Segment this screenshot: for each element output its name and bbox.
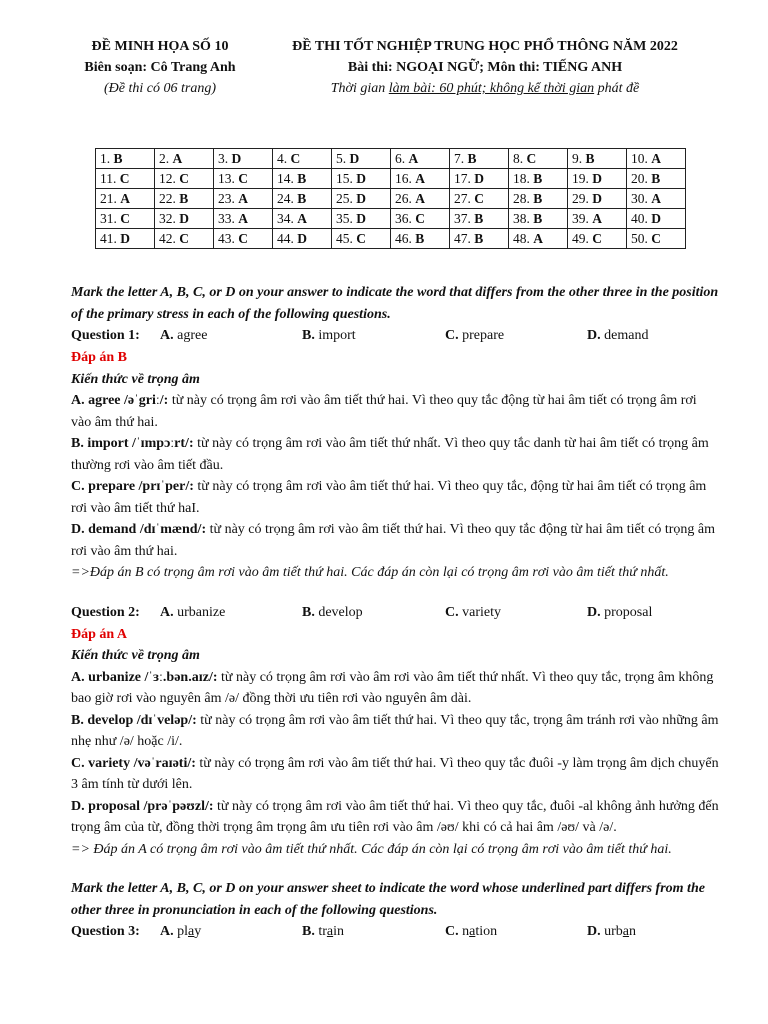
answer-key-table [95, 148, 686, 249]
answer-cell: 12. C [155, 169, 214, 189]
answer-cell: 33. A [214, 209, 273, 229]
answer-cell: 39. A [568, 209, 627, 229]
page-count-note: (Đề thi có 06 trang) [104, 81, 216, 96]
question-label: Question 3: [71, 924, 140, 939]
answer-cell: 17. D [450, 169, 509, 189]
explanation-2c: C. variety /vəˈraɪəti/: từ này có trọng âm rơi vào âm tiết thứ hai. Vì theo quy tắc đuôi -y làm trọng âm dịch chuyển 3 âm tính từ dưới lên. [71, 755, 719, 792]
answer-cell: 18. B [509, 169, 568, 189]
answer-cell: 46. B [391, 229, 450, 249]
answer-cell: 32. D [155, 209, 214, 229]
option-c: C. prepare [445, 328, 505, 343]
answer-cell: 6. A [391, 149, 450, 169]
answer-cell: 19. D [568, 169, 627, 189]
answer-cell: 47. B [450, 229, 509, 249]
answer-row [96, 229, 686, 249]
answer-cell: 42. C [155, 229, 214, 249]
question-3 [71, 921, 719, 943]
answer-cell: 13. C [214, 169, 273, 189]
exam-subject: Bài thi: NGOẠI NGỮ; Môn thi: TIẾNG ANH [347, 60, 623, 75]
answer-cell: 40. D [627, 209, 686, 229]
explanation-1a: A. agree /əˈgriː/: từ này có trọng âm rơi vào âm tiết thứ hai. Vì theo quy tắc động từ hai âm tiết có trọng âm rơi vào âm thứ hai. [71, 393, 697, 430]
answer-cell: 30. A [627, 189, 686, 209]
answer-cell: 24. B [273, 189, 332, 209]
question-label: Question 2: [71, 604, 140, 620]
answer-cell: 43. C [214, 229, 273, 249]
answer-cell: 36. C [391, 209, 450, 229]
explanation-2a: A. urbanize /ˈɜː.bən.aɪz/: từ này có trọng âm rơi vào âm rơi vào âm tiết thứ nhất. Vì theo quy tắc, trọng âm không bao giờ rơi vào nguyên âm /ə/ đồng thời ưu tiên rơi vào nguyên âm dài. [71, 669, 714, 706]
answer-2: Đáp án A [71, 626, 128, 642]
answer-cell: 11. C [96, 169, 155, 189]
answer-cell: 5. D [332, 149, 391, 169]
conclusion-1: =>Đáp án B có trọng âm rơi vào âm tiết thứ hai. Các đáp án còn lại có trọng âm rơi vào âm tiết thứ nhất. [71, 565, 669, 580]
option-b: B. train [302, 924, 345, 939]
answer-row [96, 169, 686, 189]
answer-cell: 10. A [627, 149, 686, 169]
header-left [60, 36, 260, 99]
option-a: A. play [160, 924, 202, 939]
answer-cell: 23. A [214, 189, 273, 209]
header-right [250, 36, 720, 99]
answer-cell: 3. D [214, 149, 273, 169]
answer-row [96, 209, 686, 229]
option-d: D. urban [587, 924, 637, 939]
topic-2: Kiến thức về trọng âm [71, 648, 200, 663]
author: Biên soạn: Cô Trang Anh [84, 60, 236, 75]
answer-cell: 28. B [509, 189, 568, 209]
answer-cell: 37. B [450, 209, 509, 229]
answer-cell: 27. C [450, 189, 509, 209]
answer-cell: 9. B [568, 149, 627, 169]
instruction-stress: Mark the letter A, B, C, or D on your answer to indicate the word that differs from the other three in the position of the primary stress in each of the following questions. [71, 285, 719, 322]
option-d: D. proposal [587, 604, 653, 620]
answer-cell: 45. C [332, 229, 391, 249]
answer-row [96, 149, 686, 169]
instruction-pronunciation: Mark the letter A, B, C, or D on your answer sheet to indicate the word whose underlined part differs from the other three in pronunciation in each of the following questions. [71, 881, 705, 918]
answer-cell: 1. B [96, 149, 155, 169]
explanation-2b: B. develop /dɪˈveləp/: từ này có trọng âm rơi vào âm tiết thứ hai. Vì theo quy tắc, trọng âm tránh rơi vào những âm nhẹ như /ə/ hoặc /i/. [71, 712, 719, 749]
question-2 [71, 602, 719, 624]
question-1 [71, 325, 719, 347]
answer-cell: 25. D [332, 189, 391, 209]
exam-title: ĐỀ THI TỐT NGHIỆP TRUNG HỌC PHỔ THÔNG NĂM 2022 [292, 39, 678, 54]
answer-cell: 8. C [509, 149, 568, 169]
answer-cell: 48. A [509, 229, 568, 249]
explanations [71, 282, 719, 943]
option-d: D. demand [587, 328, 649, 343]
answer-cell: 4. C [273, 149, 332, 169]
explanation-1d: D. demand /dɪˈmænd/: từ này có trọng âm rơi vào âm tiết thứ hai. Vì theo quy tắc động từ hai âm tiết có trọng âm rơi vào âm thứ hai. [71, 522, 716, 559]
answer-cell: 26. A [391, 189, 450, 209]
option-c: C. variety [445, 604, 501, 620]
answer-cell: 50. C [627, 229, 686, 249]
explanation-1c: C. prepare /prɪˈper/: từ này có trọng âm rơi vào âm tiết thứ hai. Vì theo quy tắc, động từ hai âm tiết có trọng âm rơi vào âm tiết thứ haI. [71, 479, 707, 516]
option-c: C. nation [445, 924, 498, 939]
exam-duration: Thời gian làm bài: 60 phút; không kể thời gian phát đề [330, 81, 640, 96]
answer-cell: 41. D [96, 229, 155, 249]
answer-cell: 2. A [155, 149, 214, 169]
answer-cell: 15. D [332, 169, 391, 189]
option-a: A. agree [160, 328, 208, 343]
answer-cell: 31. C [96, 209, 155, 229]
explanation-2d: D. proposal /prəˈpəʊzl/: từ này có trọng âm rơi vào âm tiết thứ hai. Vì theo quy tắc, đuôi -al không ảnh hưởng đến trọng âm của từ, đồng thời trọng âm trọng âm ưu tiên rơi vào âm /əʊ/ khi có cả hai âm /əʊ/ và /ə/. [71, 798, 719, 835]
option-b: B. import [302, 328, 356, 343]
exam-header [60, 36, 720, 102]
option-a: A. urbanize [160, 604, 226, 620]
answer-row [96, 189, 686, 209]
answer-cell: 20. B [627, 169, 686, 189]
answer-cell: 49. C [568, 229, 627, 249]
answer-cell: 38. B [509, 209, 568, 229]
answer-cell: 34. A [273, 209, 332, 229]
answer-1: Đáp án B [71, 350, 128, 365]
answer-cell: 21. A [96, 189, 155, 209]
exam-code: ĐỀ MINH HỌA SỐ 10 [91, 39, 229, 54]
option-b: B. develop [302, 604, 363, 620]
question-label: Question 1: [71, 328, 140, 343]
topic-1: Kiến thức về trọng âm [71, 371, 200, 387]
answer-cell: 14. B [273, 169, 332, 189]
answer-cell: 22. B [155, 189, 214, 209]
answer-cell: 7. B [450, 149, 509, 169]
answer-cell: 35. D [332, 209, 391, 229]
answer-cell: 44. D [273, 229, 332, 249]
conclusion-2: => Đáp án A có trọng âm rơi vào âm tiết thứ nhất. Các đáp án còn lại có trọng âm rơi vào âm tiết thứ hai. [71, 841, 672, 857]
answer-cell: 16. A [391, 169, 450, 189]
explanation-1b: B. import /ˈɪmpɔːrt/: từ này có trọng âm rơi vào âm tiết thứ nhất. Vì theo quy tắc danh từ hai âm tiết có trọng âm thường rơi vào âm tiết đầu. [71, 436, 709, 473]
answer-cell: 29. D [568, 189, 627, 209]
